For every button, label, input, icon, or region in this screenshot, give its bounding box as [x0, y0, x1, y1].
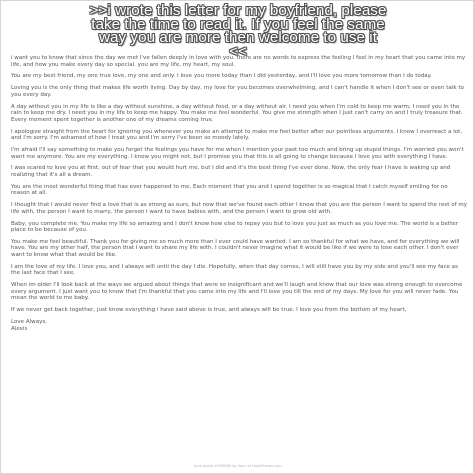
signature: Alexis: [11, 325, 28, 332]
letter-title: >>i wrote this letter for my boyfriend, please take the time to read it. If you feel the same way you are more then welcome to use it <<: [89, 2, 387, 60]
footer-credit: love quote #390080 by ilovu at textoFrasas.com: [194, 464, 282, 468]
letter-paragraph: I'm afraid I'll say something to make you forget the feelings you have for me when I mention your past too much and bring up stupid things. I'm worried you won't want me anymore. You are my everything. I know you might not, but I promise you that this is all going to change because I love you with everything I have.: [11, 146, 464, 160]
letter-paragraph: You make me feel beautiful. Thank you for giving me so much more than I ever could have wanted. I am so thankful for what we have, and for everything we will have. You are my other half, the person that I want to share my life with. I couldn't never imagine what it would be like if we were to lose each other. I don't ever want to know what that would be like.: [11, 238, 460, 258]
letter-paragraph: Baby, you complete me. You make my life so amazing and I don't know how else to repay you but to love you just as much as you love me. The world is a better place to be because of you.: [11, 220, 458, 234]
closing-line: Love Always,: [11, 319, 48, 326]
letter-paragraph: I am the love of my life. I love you, and I always will until the day I die. Hopefully, when that day comes, I will still have you by my side and you'll see my face as the last face that I see.: [11, 263, 458, 277]
letter-paragraph: You are my best friend, my one true love, my one and only. I love you more today than I did yesterday, and I'll love you more tomorrow than I do today.: [11, 73, 432, 80]
letter-paragraph: I apologize straight from the heart for ignoring you whenever you make an attempt to make me feel better after our pointless arguments. I know I overreact a lot, and I'm sorry. I'm ashamed of how I treat you and I'm sorry I've been so moody lately.: [11, 128, 463, 142]
letter-paragraph: A day without you in my life is like a day without sunshine, a day without food, or a day without air. I need you when I'm cold to keep me warm; I need you in the rain to keep me dry. I need you in my life to keep me happy. You make me feel wonderful. You give me strength when I just can't carry on and I truly treasure that. Every moment spent together is another one of my dreams coming true.: [11, 103, 463, 123]
letter-paragraph: When im older I'll look back at the ways we argued about things that were so insignificant and we'll laugh and know that our love was strong enough to overcome every argument. I just want you to know that I'm thankful that you came into my life and I'll love you till the end of my days. My love for you will never fade. You mean the world to me baby.: [11, 282, 463, 302]
letter-paragraph: I thought that I would never find a love that is as strong as ours, but now that we've found each other I know that you are the person I want to spend the rest of my life with, the person I want to marry, the person I want to have babies with, and the person I want to grow old with.: [11, 202, 468, 215]
letter-closing: [11, 319, 467, 332]
letter-paragraph: i want you to know that since the day we met I've fallen deeply in love with you. there are no words to express the feeling I feel in my heart that you came into my life, and how you make every day so special. you are my life, my heart, my soul.: [11, 55, 466, 68]
letter-paragraph: If we never get back together, just know everything i have said above is true, and always will be true. I love you from the bottom of my heart,: [11, 307, 407, 314]
letter-body: [11, 55, 467, 332]
letter-paragraph: Loving you is the only thing that makes life worth living. Day by day, my love for you becomes overwhelming, and I can't handle it when I don't see or even talk to you every day.: [11, 85, 464, 98]
letter-paragraph: I was scared to love you at first, out of fear that you would hurt me, but I did and it's the best thing I've ever done. Now, the only fear I have is waking up and realizing that it's all a dream.: [11, 165, 451, 178]
letter-paragraph: You are the most wonderful thing that has ever happened to me. Each moment that you and I spend together is so magical that I catch myself smiling for no reason at all.: [11, 183, 448, 197]
